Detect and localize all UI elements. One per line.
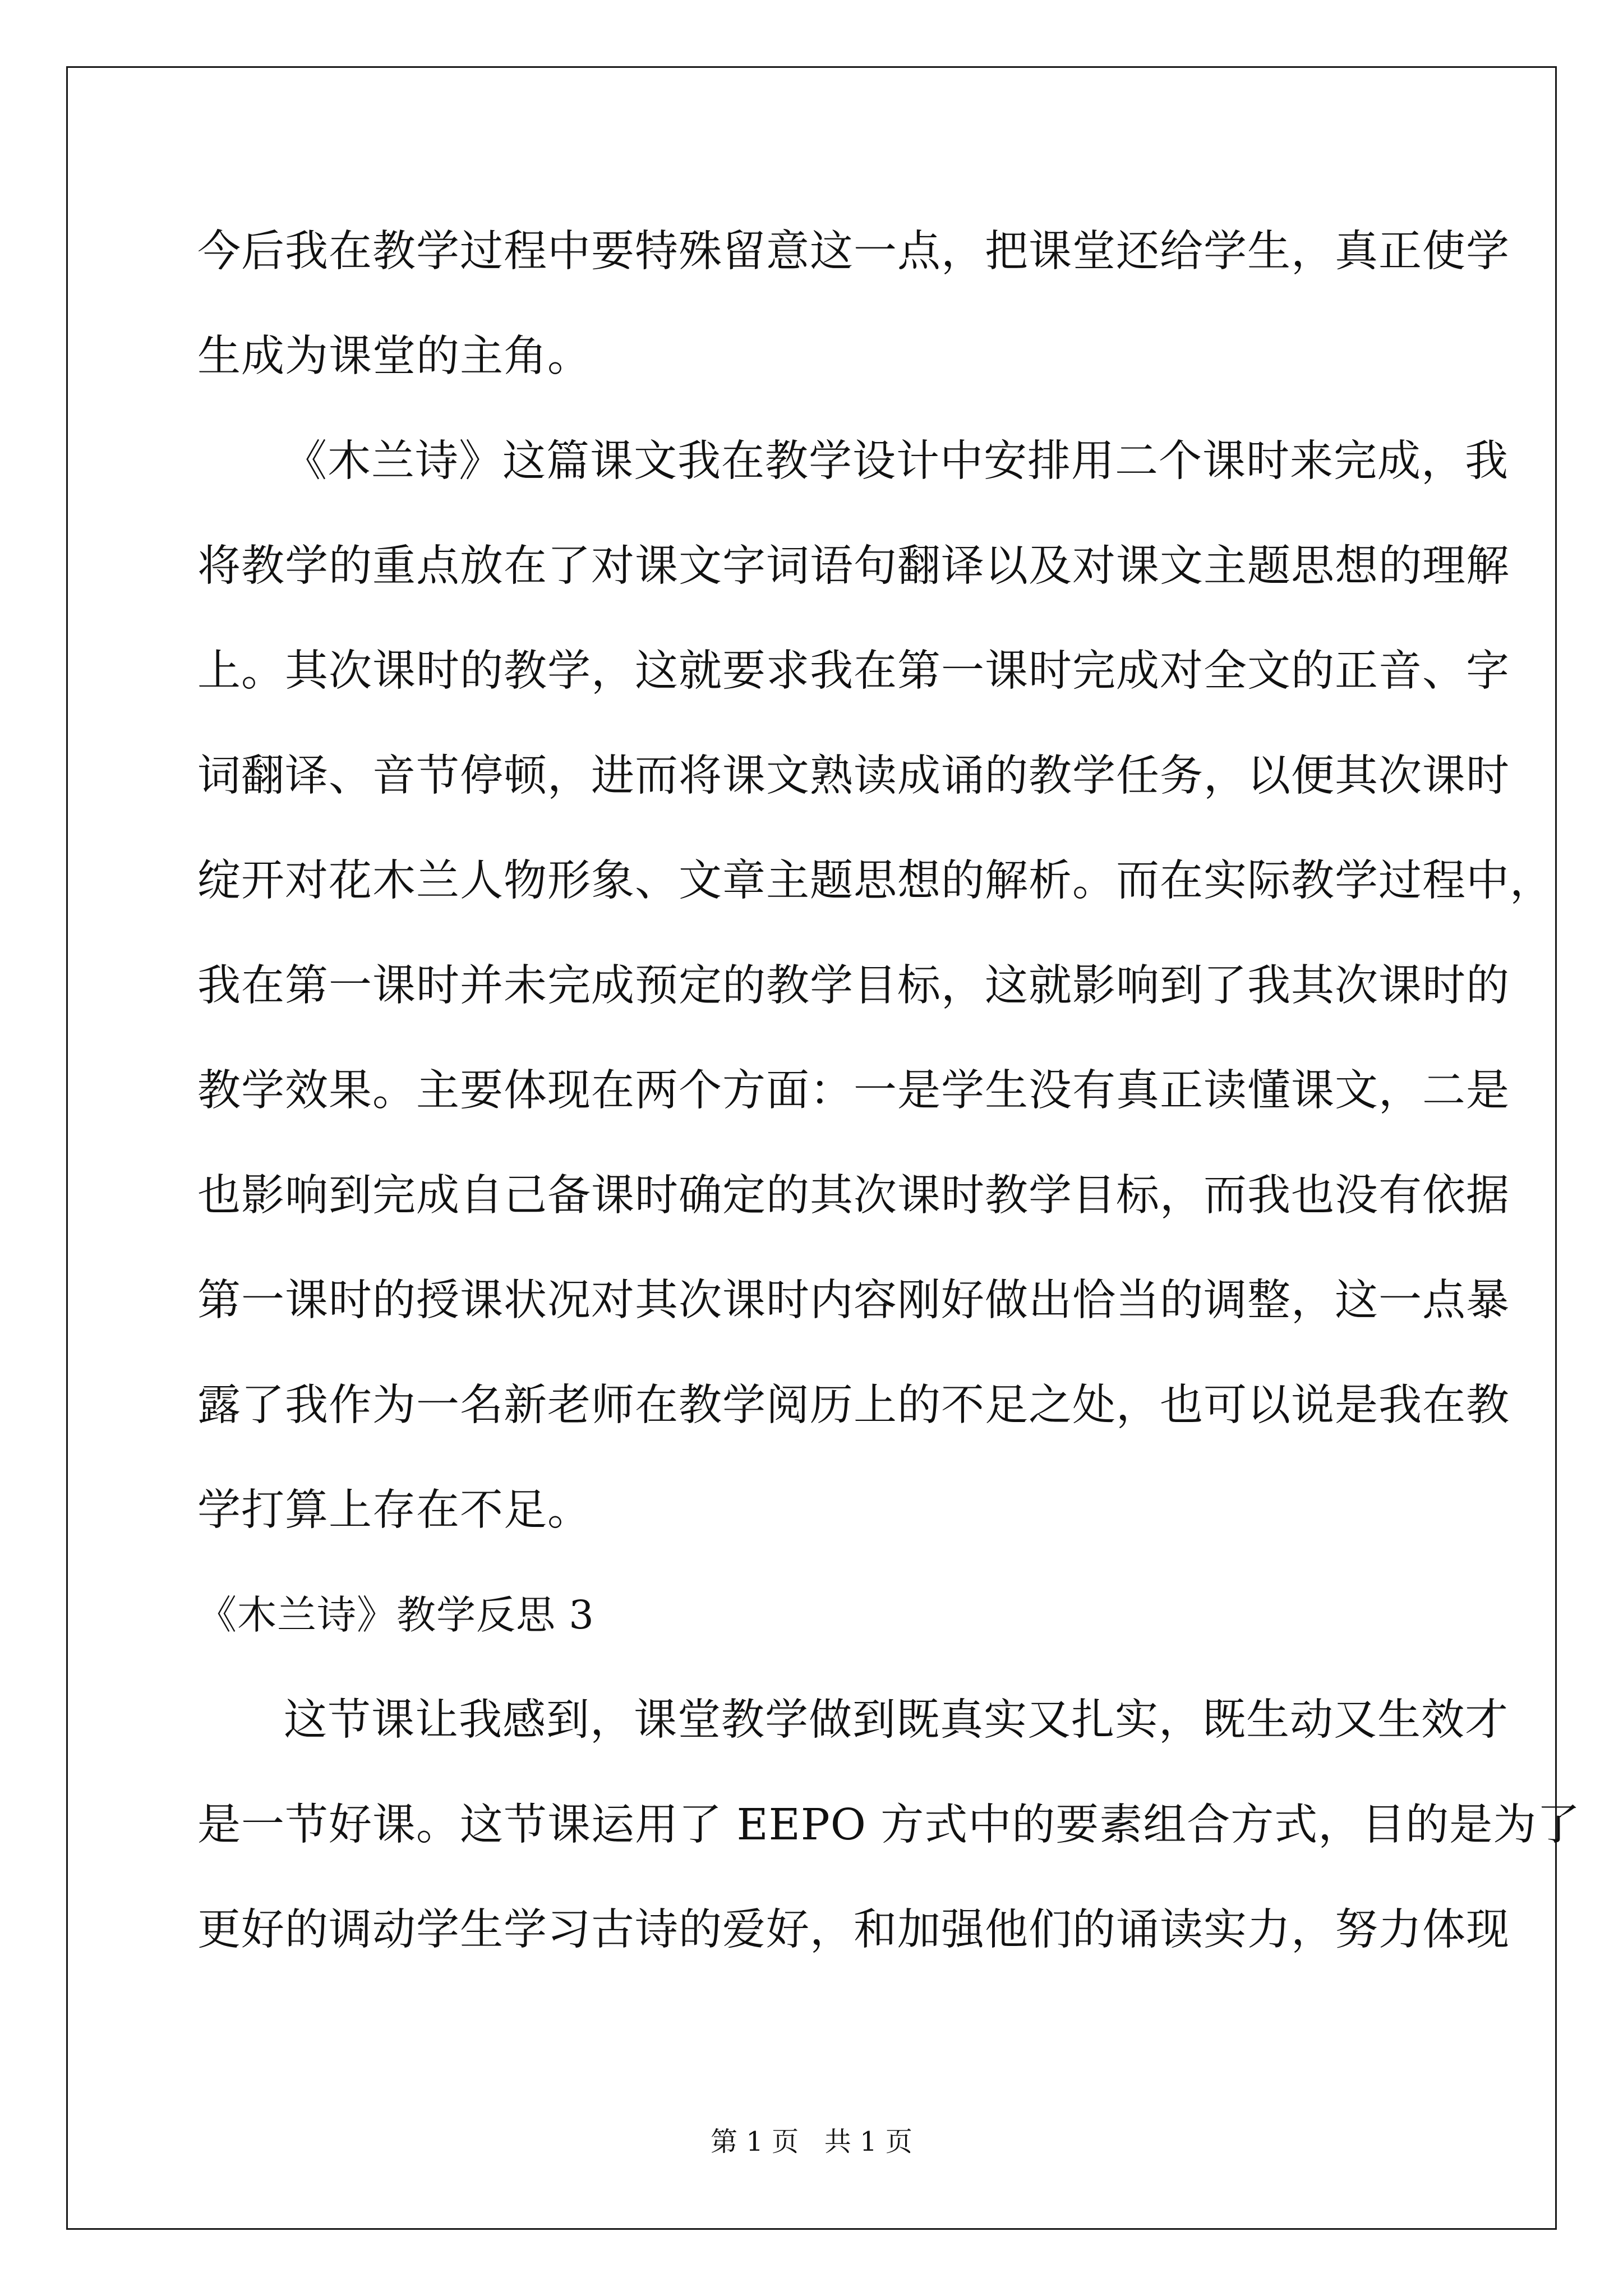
text-line: 将教学的重点放在了对课文字词语句翻译以及对课文主题思想的理解: [197, 541, 1510, 591]
document-body: [197, 199, 1581, 1982]
text-line: 上。其次课时的教学，这就要求我在第一课时完成对全文的正音、字: [197, 646, 1510, 696]
text-line: 是一节好课。这节课运用了 EEPO 方式中的要素组合方式，目的是为了: [197, 1800, 1581, 1850]
paragraph-start: 这节课让我感到，课堂教学做到既真实又扎实，既生动又生效才: [284, 1695, 1509, 1745]
text-line: 生成为课堂的主角。: [197, 332, 591, 381]
text-line: 词翻译、音节停顿，进而将课文熟读成诵的教学任务，以便其次课时: [197, 751, 1510, 801]
page-number: 第 1 页 共 1 页: [711, 2126, 912, 2157]
text-line: 学打算上存在不足。: [197, 1485, 591, 1535]
text-line: 更好的调动学生学习古诗的爱好，和加强他们的诵读实力，努力体现: [197, 1905, 1510, 1955]
text-line: 露了我作为一名新老师在教学阅历上的不足之处，也可以说是我在教: [197, 1381, 1510, 1430]
text-line: 今后我在教学过程中要特殊留意这一点，把课堂还给学生，真正使学: [197, 227, 1510, 277]
text-line: 我在第一课时并未完成预定的教学目标，这就影响到了我其次课时的: [197, 961, 1510, 1011]
text-line: 第一课时的授课状况对其次课时内容刚好做出恰当的调整，这一点暴: [197, 1276, 1510, 1326]
text-line: 也影响到完成自己备课时确定的其次课时教学目标，而我也没有依据: [197, 1171, 1510, 1221]
paragraph-start: 《木兰诗》这篇课文我在教学设计中安排用二个课时来完成，我: [284, 436, 1509, 486]
text-line: 绽开对花木兰人物形象、文章主题思想的解析。而在实际教学过程中，: [197, 856, 1553, 906]
section-heading: 《木兰诗》教学反思 3: [197, 1592, 594, 1638]
text-line: 教学效果。主要体现在两个方面：一是学生没有真正读懂课文，二是: [197, 1066, 1510, 1116]
